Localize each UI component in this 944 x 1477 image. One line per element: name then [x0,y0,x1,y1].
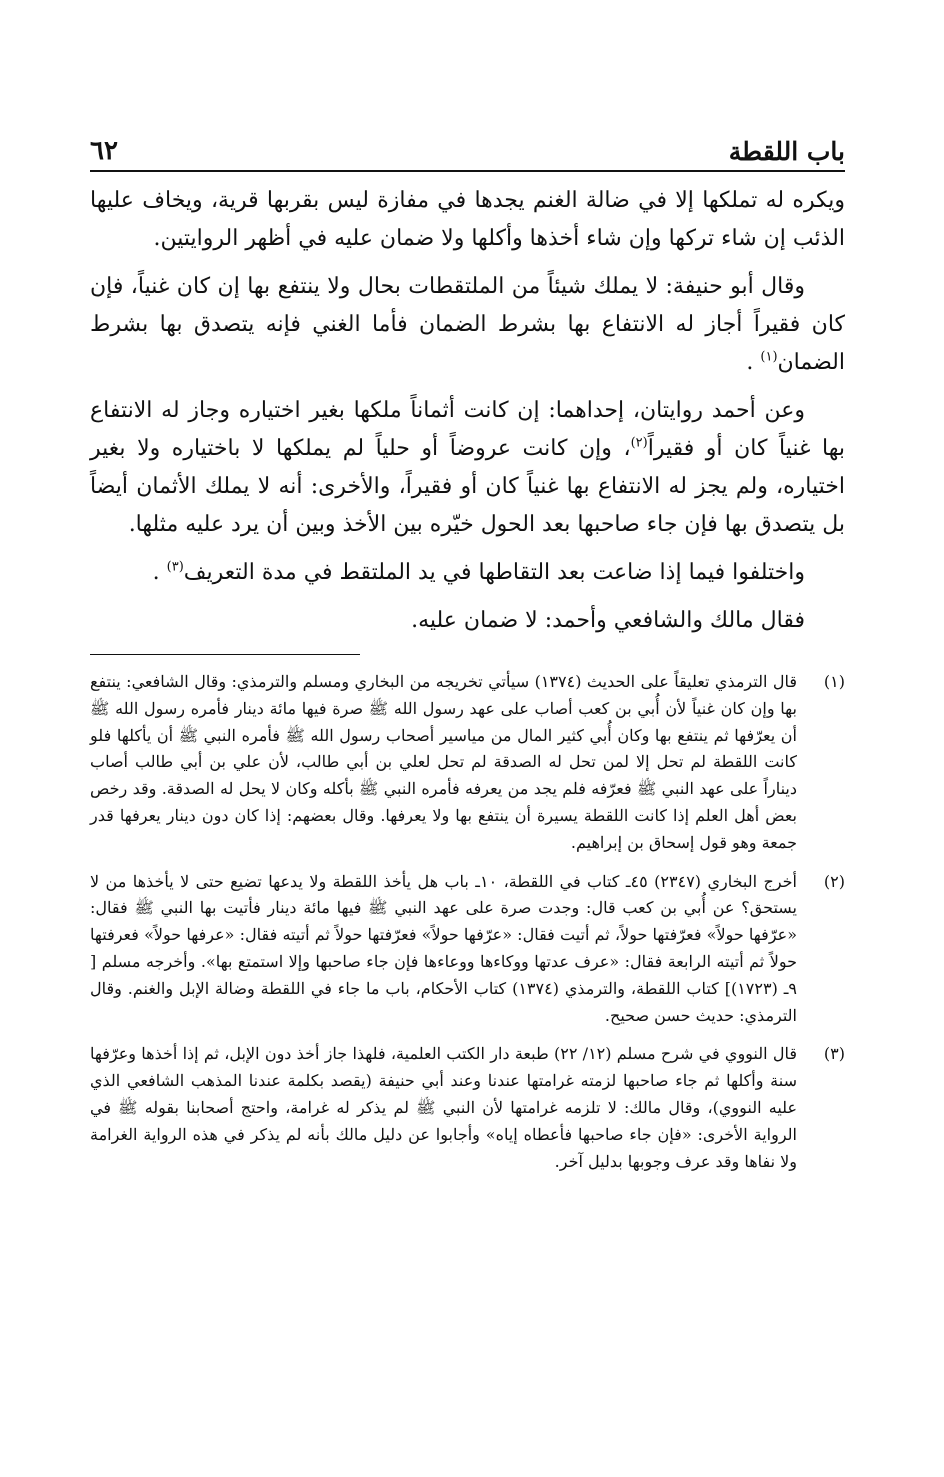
paragraph-text: فقال مالك والشافعي وأحمد: لا ضمان عليه. [411,608,805,633]
footnote-ref[interactable]: (٣) [166,559,184,575]
paragraph [90,602,845,640]
footnote [90,1041,845,1175]
paragraph-text: ويكره له تملكها إلا في ضالة الغنم يجدها في مفازة ليس بقربها قرية، ويخاف عليها الذئب إن شاء تركها وإن شاء أخذها وأكلها ولا ضمان عليه في أظهر الروايتين. [90,188,845,251]
main-text [90,182,845,640]
footnote [90,669,845,857]
footnote-number: (٣) [823,1044,845,1064]
paragraph-text: وإن كانت عروضاً أو حلياً لم يملكها لا باختياره ولا بغير اختياره، ولم يجز له الانتفاع بها غنياً كان أو فقيراً، والأخرى: أنه لا يملك الأثمان أيضاً بل يتصدق بها فإن جاء صاحبها بعد الحول خيّره بين الأخذ وبين أن يرد عليه مثلها. [90,436,845,537]
footnote-divider [90,654,360,655]
paragraph-text: وقال أبو حنيفة: لا يملك شيئاً من الملتقطات بحال ولا ينتفع بها إن كان غنياً، فإن كان فقيراً أجاز له الانتفاع بها بشرط الضمان فأما الغني فإنه يتصدق بها بشرط الضمان [90,274,845,375]
page-header [90,120,845,172]
footnotes [90,669,845,1175]
paragraph-text: واختلفوا فيما إذا ضاعت بعد التقاطها في يد الملتقط في مدة التعريف [183,560,805,585]
paragraph: وقال أبو حنيفة: لا يملك شيئاً من الملتقطات بحال ولا ينتفع بها إن كان غنياً، فإن كان فقيراً أجاز له الانتفاع بها بشرط الضمان فأما الغني فإنه يتصدق بها بشرط الضمان$^{(١)}$ . [90,274,845,375]
footnote-text: قال الترمذي تعليقاً على الحديث (١٣٧٤) سيأتي تخريجه من البخاري ومسلم والترمذي: وقال الشافعي: ينتفع بها وإن كان غنياً لأن أُبي بن كعب أصاب على عهد رسول الله ﷺ صرة فيها مائة دينار فأمره رسول الله ﷺ أن يعرّفها ثم ينتفع بها وكان أُبي كثير المال من مياسير أصحاب رسول الله ﷺ فأمره النبي ﷺ أن يأكلها فلو كانت اللقطة لم تحل إلا لمن تحل له الصدقة لم تحل لعلي بن أبي طالب، لأن علي بن أبي طالب أصاب ديناراً على عهد النبي ﷺ فعرّفه فلم يجد من يعرفه فأمره النبي ﷺ بأكله وكان لا يحل له الصدقة. وقد رخص بعض أهل العلم إذا كانت اللقطة يسيرة أن ينتفع بها ولا يعرفها. وقال بعضهم: إذا كان دون دينار يعرفها قدر جمعة وهو قول إسحاق بن إبراهيم. [90,672,798,852]
footnote [90,869,845,1030]
footnote-ref[interactable]: (١) [760,349,778,365]
page [90,120,845,1187]
footnote-ref[interactable]: (٢) [630,435,648,451]
footnote-number: (١) [823,672,845,691]
footnote-text: أخرج البخاري (٢٣٤٧) ٤٥ـ كتاب في اللقطة، ١٠ـ باب هل يأخذ اللقطة ولا يدعها تضيع حتى لا يأخذها من لا يستحق؟ عن أُبي بن كعب قال: وجدت صرة على عهد النبي ﷺ فيها مائة دينار فأتيت بها النبي ﷺ فقال: «عرّفها حولاً» فعرّفتها حولاً، ثم أتيت فقال: «عرّفها حولاً» فعرّفتها حولاً ثم أتيته فقال: «عرفها حولاً» فعرفتها حولاً ثم أتيته الرابعة فقال: «عرف عدتها ووكاءها ووعاءها فإن جاء صاحبها وإلا استمتع بها». وأخرجه مسلم [ ٩ـ (١٧٢٣)] كتاب اللقطة، والترمذي (١٣٧٤) كتاب الأحكام، باب ما جاء في اللقطة وضالة الإبل والغنم. وقال الترمذي: حديث حسن صحيح. [90,871,798,1025]
paragraph: وعن أحمد روايتان، إحداهما: إن كانت أثماناً ملكها بغير اختياره وجاز له الانتفاع بها غنياً كان أو فقيراً$^{(٢)}$، وإن كانت عروضاً أو حلياً لم يملكها لا باختياره ولا بغير اختياره، ولم يجز له الانتفاع بها غنياً كان أو فقيراً، والأخرى: أنه لا يملك الأثمان أيضاً بل يتصدق بها فإن جاء صاحبها بعد الحول خيّره بين الأخذ وبين أن يرد عليه مثلها. [90,398,846,537]
paragraph-text: وعن أحمد روايتان، إحداهما: إن كانت أثماناً ملكها بغير اختياره وجاز له الانتفاع بها غنياً كان أو فقيراً [90,398,846,461]
footnote-number: (٢) [823,871,845,891]
paragraph: واختلفوا فيما إذا ضاعت بعد التقاطها في يد الملتقط في مدة التعريف$^{(٣)}$ . [152,559,805,585]
running-title: باب اللقطة [728,137,845,166]
paragraph [90,182,845,258]
footnote-text: قال النووي في شرح مسلم (١٢/ ٢٢) طبعة دار الكتب العلمية، فلهذا جاز أخذ دون الإبل، ثم إذا أخذها وعرّفها سنة وأكلها ثم جاء صاحبها لزمته غرامتها عندنا وعند أبي حنيفة (يقصد بكلمة عندنا المذهب الشافعي الذي عليه النووي)، وقال مالك: لا تلزمه غرامتها لأن النبي ﷺ لم يذكر له غرامة، واحتج أصحابنا بقوله ﷺ في الرواية الأخرى: «فإن جاء صاحبها فأعطاه إياه» وأجابوا عن دليل مالك بأنه لم يذكر في هذه الرواية الغرامة ولا نفاها وقد عرف وجوبها بدليل آخر. [90,1044,798,1171]
page-number: ٦٢ [90,136,118,166]
